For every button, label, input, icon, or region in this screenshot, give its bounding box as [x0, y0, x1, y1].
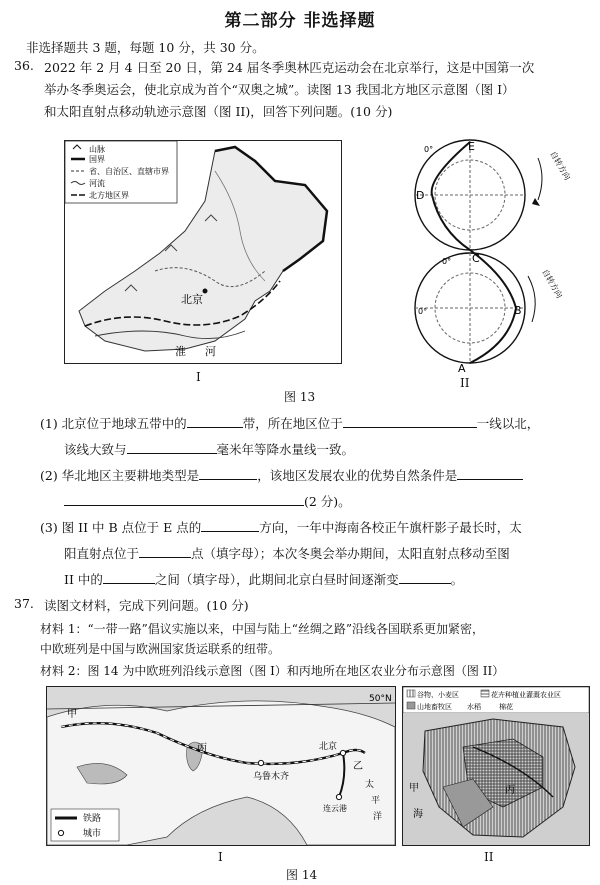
- map14-city-urumqi: 乌鲁木齐: [253, 772, 290, 782]
- q37-material1-b: 中欧班列是中国与欧洲国家货运联系的纽带。: [40, 642, 281, 656]
- orbit-label-b: B: [514, 304, 522, 317]
- map14-city-lianyungang: 连云港: [323, 804, 347, 813]
- q36-sub2-line1: (2) 华北地区主要耕地类型是 ，该地区发展农业的优势自然条件是: [40, 466, 523, 484]
- answer-blank[interactable]: [457, 468, 523, 480]
- orbit-label-a: A: [458, 362, 466, 375]
- legend-city: 城市: [83, 829, 102, 839]
- fig14-caption: 图 14: [286, 868, 318, 882]
- answer-blank[interactable]: [139, 546, 191, 558]
- answer-blank[interactable]: [127, 442, 217, 454]
- q36-sub1-line1: (1) 北京位于地球五带中的 带，所在地区位于 一线以北，: [40, 416, 540, 431]
- figure-13-map: [64, 140, 342, 364]
- fig13-caption: 图 13: [284, 390, 316, 404]
- legend-grain: 谷物、小麦区: [417, 691, 459, 699]
- legend-pasture: 山地畜牧区: [417, 703, 452, 711]
- figure-14-route-map: [46, 686, 396, 846]
- map14-city-beijing: 北京: [319, 742, 338, 752]
- north-china-map: [65, 141, 341, 363]
- page-title: 第二部分 非选择题: [224, 11, 376, 31]
- orbit-label-d: D: [416, 189, 425, 202]
- q36-sub2-line2: (2 分)。: [64, 492, 351, 510]
- map-label-huai: 淮: [175, 345, 186, 358]
- legend-cotton: 棉花: [499, 703, 513, 711]
- figure-14-agri-map: [402, 686, 590, 846]
- answer-blank[interactable]: [343, 416, 477, 428]
- orbit-rotation-1: 自转方向: [548, 149, 572, 182]
- q36-stem-3: 和太阳直射点移动轨迹示意图（图 II)，回答下列问题。(10 分): [44, 104, 393, 119]
- q36-sub3-line3: II 中的 之间（填字母），此期间北京白昼时间逐渐变 。: [64, 572, 464, 587]
- map14-label-yang: 洋: [373, 812, 383, 822]
- map-label-he: 河: [205, 345, 216, 358]
- map14b-label-hai: 海: [413, 809, 423, 820]
- answer-blank[interactable]: [64, 494, 304, 506]
- fig14-label-2: II: [484, 850, 494, 864]
- orbit-label-zero-3: 0°: [418, 307, 428, 316]
- map14b-label-bing: 丙: [505, 785, 515, 796]
- legend-mountain: 山脉: [89, 145, 105, 154]
- q36-stem-1: 2022 年 2 月 4 日至 20 日，第 24 届冬季奥林匹克运动会在北京举行，这是中国第一次: [44, 60, 535, 75]
- map14-lat-50n: 50°N: [369, 694, 392, 704]
- map14-label-yi: 乙: [353, 761, 363, 772]
- orbit-label-c: C: [472, 252, 480, 265]
- q36-sub3-line1: (3) 图 II 中 B 点位于 E 点的 方向，一年中海南各校正午旗杆影子最长时，太: [40, 520, 522, 535]
- q36-sub1-line2: 该线大致与 毫米年等降水量线一致。: [64, 442, 355, 457]
- orbit-label-zero-1: 0°: [424, 145, 434, 154]
- china-europe-railway-map: [47, 687, 395, 845]
- legend-province: 省、自治区、直辖市界: [89, 167, 169, 176]
- answer-blank[interactable]: [103, 572, 155, 584]
- map14-label-bing: 丙: [197, 743, 207, 754]
- q37-stem: 读图文材料，完成下列问题。(10 分): [44, 598, 249, 613]
- q37-material1-a: 材料 1：“一带一路”倡议实施以来，中国与陆上“丝绸之路”沿线各国联系更加紧密，: [40, 622, 484, 636]
- legend-border: 国界: [89, 155, 105, 164]
- q36-number: 36.: [14, 58, 34, 73]
- answer-blank[interactable]: [399, 572, 451, 584]
- legend-river: 河流: [89, 179, 105, 188]
- legend-north-boundary: 北方地区界: [89, 191, 129, 200]
- q37-number: 37.: [14, 596, 34, 611]
- legend-rice: 水稻: [467, 703, 481, 711]
- map14b-label-jia: 甲: [409, 783, 419, 794]
- legend-irrigation: 花卉种植业灌溉农业区: [491, 691, 561, 699]
- map14-label-ping: 平: [371, 796, 381, 806]
- orbit-label-zero-2: 0°: [442, 257, 452, 266]
- map14-label-jia: 甲: [67, 709, 77, 720]
- orbit-rotation-2: 自转方向: [540, 267, 564, 300]
- map-label-beijing: 北京: [181, 293, 203, 306]
- fig14-label-1: I: [218, 850, 223, 864]
- map14-label-tai: 太: [365, 780, 375, 790]
- agriculture-distribution-map: [403, 687, 589, 845]
- section-intro: 非选择题共 3 题，每题 10 分，共 30 分。: [26, 40, 265, 55]
- answer-blank[interactable]: [199, 468, 257, 480]
- answer-blank[interactable]: [201, 520, 259, 532]
- q37-material2: 材料 2：图 14 为中欧班列沿线示意图（图 I）和丙地所在地区农业分布示意图（图 II）: [40, 664, 505, 678]
- figure-13-orbit: [400, 138, 572, 375]
- answer-blank[interactable]: [187, 416, 243, 428]
- fig13-label-2: II: [460, 376, 470, 390]
- q36-sub3-line2: 阳直射点位于 点（填字母）；本次冬奥会举办期间，太阳直射点移动至图: [64, 546, 510, 561]
- fig13-label-1: I: [196, 370, 201, 384]
- solar-orbit-diagram: [400, 138, 572, 375]
- orbit-label-e: E: [468, 140, 475, 153]
- q36-stem-2: 举办冬季奥运会，使北京成为首个“双奥之城”。读图 13 我国北方地区示意图（图 I）: [44, 82, 515, 97]
- legend-railway: 铁路: [83, 814, 102, 824]
